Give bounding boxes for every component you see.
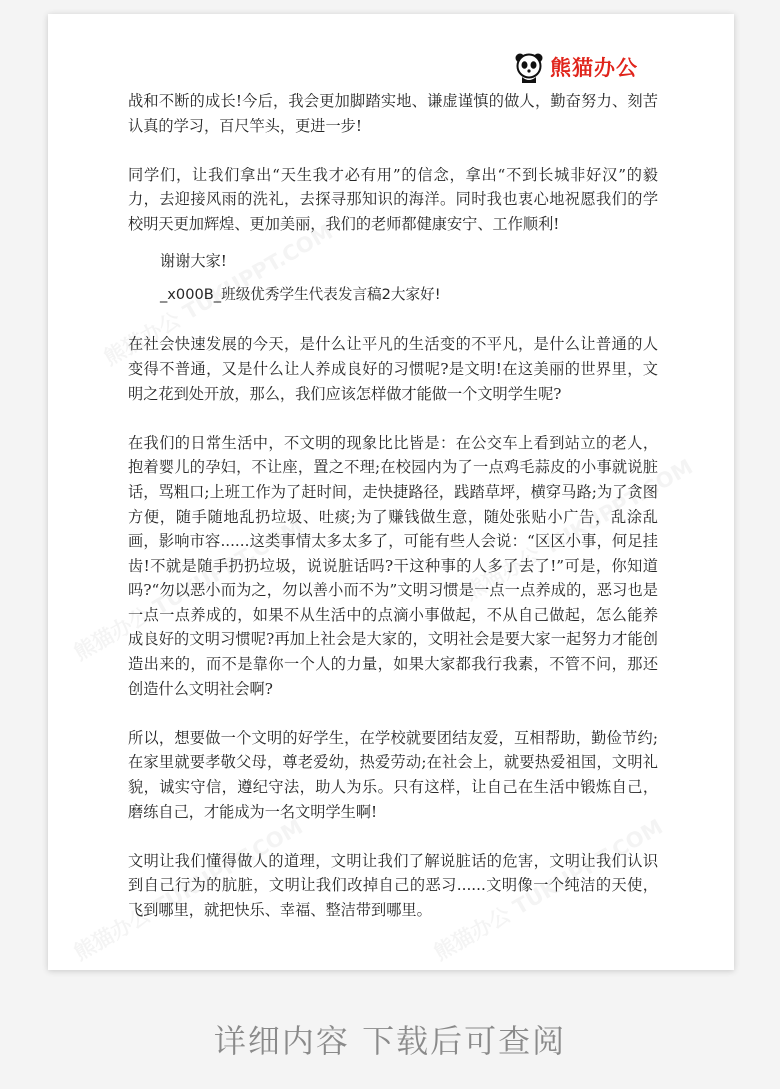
paragraph: 在我们的日常生活中，不文明的现象比比皆是：在公交车上看到站立的老人，抱着婴儿的孕妇，不让座，置之不理;在校园内为了一点鸡毛蒜皮的小事就说脏话，骂粗口;上班工作为了赶时间，走快捷路径，践踏草坪，横穿马路;为了贪图方便，随手随地乱扔垃圾、吐痰;为了赚钱做生意，随处张贴小广告，乱涂乱画，影响市容......这类事情太多太多了，可能有些人会说：“区区小事，何足挂齿!不就是随手扔扔垃圾，说说脏话吗?干这种事的人多了去了!”可是，你知道吗?“勿以恶小而为之，勿以善小而不为”文明习惯是一点一点养成的，恶习也是一点一点养成的，如果不从生活中的点滴小事做起，不从自己做起，怎么能养成良好的文明习惯呢?再加上社会是大家的，文明社会是要大家一起努力才能创造出来的，而不是靠你一个人的力量，如果大家都我行我素，不管不问，那还创造什么文明社会啊? xyxy=(128,433,658,698)
paragraph: 战和不断的成长!今后，我会更加脚踏实地、谦虚谨慎的做人，勤奋努力、刻苦认真的学习，百尺竿头，更进一步! xyxy=(128,92,658,135)
document-page xyxy=(48,14,734,970)
paragraph: 所以，想要做一个文明的好学生，在学校就要团结友爱，互相帮助，勤俭节约;在家里就要孝敬父母，尊老爱幼，热爱劳动;在社会上，就要热爱祖国，文明礼貌，诚实守信，遵纪守法，助人为乐。只有这样，让自己在生活中锻炼自己，磨练自己，才能成为一名文明学生啊! xyxy=(128,728,658,821)
download-hint: 详细内容 下载后可查阅 xyxy=(213,1022,567,1060)
paragraph: 在社会快速发展的今天，是什么让平凡的生活变的不平凡，是什么让普通的人变得不普通，又是什么让人养成良好的习惯呢?是文明!在这美丽的世界里，文明之花到处开放，那么，我们应该怎样做才能做一个文明学生呢? xyxy=(128,335,658,403)
document-body xyxy=(128,89,658,923)
brand-logo xyxy=(514,50,638,84)
logo-text: 熊猫办公 xyxy=(550,56,638,80)
paragraph: 同学们，让我们拿出“天生我才必有用”的信念，拿出“不到长城非好汉”的毅力，去迎接风雨的洗礼，去探寻那知识的海洋。同时我也衷心地祝愿我们的学校明天更加辉煌、更加美丽，我们的老师都健康安宁、工作顺利! xyxy=(128,165,658,233)
section-heading: _x000B_班级优秀学生代表发言稿2大家好! xyxy=(160,286,441,304)
panda-icon xyxy=(514,50,544,84)
thanks-line: 谢谢大家! xyxy=(160,251,227,270)
paragraph: 文明让我们懂得做人的道理，文明让我们了解说脏话的危害，文明让我们认识到自己行为的肮脏，文明让我们改掉自己的恶习......文明像一个纯洁的天使，飞到哪里，就把快乐、幸福、整洁带到哪里。 xyxy=(128,851,658,919)
